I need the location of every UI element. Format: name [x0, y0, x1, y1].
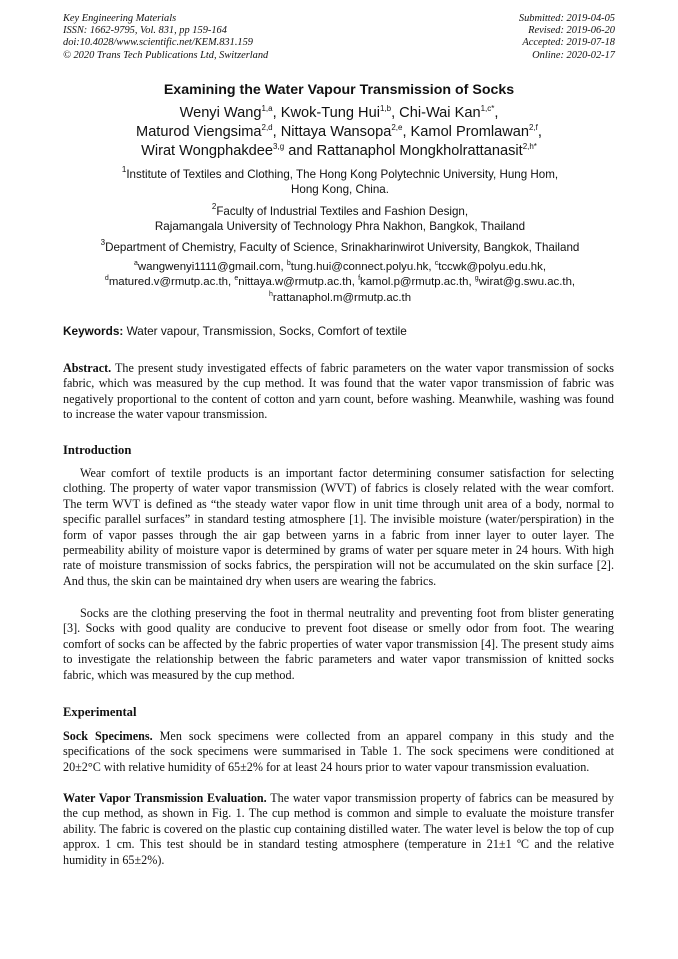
email-sup: e: [234, 275, 239, 283]
abstract-text: The present study investigated effects of fabric parameters on the water vapor transmission of socks fabric, which was measured by the cup method. It was found that the water vapor transmission of fabric was negatively proportional to the content of cotton and yarn count, before washing. Meanwhile, washing was found to increase the water vapour transmission.: [63, 361, 614, 422]
author-name: Maturod Viengsima: [136, 124, 262, 140]
wvt-evaluation-paragraph: [63, 791, 614, 868]
email-list: [60, 260, 620, 306]
abstract: [63, 361, 614, 423]
issn-line: ISSN: 1662-9795, Vol. 831, pp 159-164: [63, 25, 227, 37]
sock-specimens-paragraph: [63, 729, 614, 775]
keywords: [63, 324, 407, 338]
abstract-label: Abstract.: [63, 361, 112, 375]
author-name: Wirat Wongphakdee: [141, 143, 274, 159]
submission-dates: [519, 13, 615, 62]
email-address[interactable]: tccwk@polyu.edu.hk,: [438, 261, 546, 273]
author-line: [0, 104, 678, 123]
email-line: [60, 291, 620, 306]
email-address[interactable]: wirat@g.swu.ac.th,: [478, 276, 576, 289]
online-date: Online: 2020-02-17: [532, 49, 615, 61]
author-sup: 1,b: [379, 104, 392, 113]
author-sup: 2,d: [261, 123, 273, 132]
copyright-line: © 2020 Trans Tech Publications Ltd, Switzerland: [63, 49, 269, 61]
email-sup: g: [474, 275, 479, 283]
author-name: and Rattanaphol Mongkholrattanasit: [284, 143, 523, 159]
doi-line: doi:10.4028/www.scientific.net/KEM.831.159: [63, 37, 253, 49]
affiliation-sup: 2: [211, 202, 217, 211]
keywords-label: Keywords:: [63, 324, 124, 338]
email-address[interactable]: matured.v@rmutp.ac.th,: [108, 276, 235, 289]
wvt-evaluation-label: Water Vapor Transmission Evaluation.: [63, 791, 267, 805]
affiliation-1: [60, 167, 620, 198]
author-name: , Kamol Promlawan: [402, 124, 529, 140]
email-sup: c: [434, 260, 439, 267]
journal-name: Key Engineering Materials: [63, 13, 177, 24]
revised-date: Revised: 2019-06-20: [528, 25, 615, 37]
submitted-date: Submitted: 2019-04-05: [518, 13, 615, 24]
affiliation-text: Rajamangala University of Technology Phra Nakhon, Bangkok, Thailand: [154, 220, 526, 234]
email-line: [60, 275, 620, 290]
affiliation-3: [60, 240, 620, 255]
author-sup: 2,e: [391, 123, 403, 132]
email-line: [60, 260, 620, 275]
email-sup: f: [358, 275, 361, 283]
author-name: , Chi-Wai Kan: [391, 105, 481, 121]
email-sup: h: [268, 290, 273, 298]
email-address[interactable]: wangwenyi1111@gmail.com,: [137, 261, 287, 273]
paper-title: Examining the Water Vapour Transmission of Socks: [163, 82, 515, 98]
keywords-text: Water vapour, Transmission, Socks, Comfort of textile: [123, 324, 407, 338]
wvt-evaluation-text: The water vapor transmission property of fabrics can be measured by the cup method, as shown in Fig. 1. The cup method is common and simple to evaluate the moisture transfer ability. The fabric is covered on the plastic cup containing distilled water. The water level is below the top of cup approx. 1 cm. This test should be in standard testing atmosphere (temperature in 21±1 ºC and the relative humidity in 65±2%).: [63, 791, 614, 867]
intro-paragraph-1: Wear comfort of textile products is an important factor determining consumer satisfaction for selecting clothing. The property of water vapor transmission (WVT) of fabrics is closely related with the wear comfort. The term WVT is defined as “the steady water vapor flow in unit time through unit area of a body, normal to specific parallel surfaces” in standard testing atmosphere [1]. The invisible moisture (water/perspiration) in the form of vapor passes through the air gap between yarns in a fabric from inner layer to outer layer. The permeability ability of moisture vapor is determined by grams of water per square meter in 24 hours. With high rate of moisture transmission of socks fabrics, the perspiration will not be accumulated on the skin surface [2]. And thus, the skin can be maintained dry when users are wearing the fabrics.: [63, 466, 614, 588]
author-name: , Kwok-Tung Hui: [272, 105, 380, 121]
affiliation-2: [60, 204, 620, 235]
author-sup: 3,g: [273, 142, 285, 151]
email-sup: d: [104, 275, 109, 283]
author-line: [0, 142, 678, 161]
accepted-date: Accepted: 2019-07-18: [522, 37, 615, 49]
email-sup: a: [134, 260, 138, 267]
affiliation-text: Hong Kong, China.: [291, 183, 389, 197]
author-sup: 2,f: [528, 123, 538, 132]
section-heading-experimental: Experimental: [63, 705, 137, 719]
journal-info: [63, 13, 268, 62]
author-separator: ,: [494, 105, 499, 121]
author-sup: 2,h*: [522, 142, 537, 151]
sock-specimens-label: Sock Specimens.: [63, 729, 153, 743]
intro-paragraph-2: Socks are the clothing preserving the foot in thermal neutrality and preventing foot from blister generating [3]. Socks with good quality are conducive to prevent foot disease or smelly odor from foot. The wearing comfort of socks can be affected by the fabric properties of water vapor transmission [4]. The present study aims to investigate the relationship between the fabric parameters and water vapor transmission of knitted socks fabric, which was measured by the cup method.: [63, 606, 614, 682]
affiliation-sup: 3: [100, 238, 106, 247]
email-address[interactable]: kamol.p@rmutp.ac.th,: [360, 276, 475, 289]
author-name: Wenyi Wang: [179, 105, 262, 121]
email-address[interactable]: rattanaphol.m@rmutp.ac.th: [272, 291, 412, 304]
sock-specimens-text: Men sock specimens were collected from an apparel company in this study and the specifications of the sock specimens were summarised in Table 1. The sock specimens were conditioned at 20±2°C with relative humidity of 65±2% for at least 24 hours prior to water vapour transmission evaluation.: [63, 729, 614, 774]
affiliation-text: Department of Chemistry, Faculty of Science, Srinakharinwirot University, Bangkok, Thailand: [105, 241, 580, 254]
email-address[interactable]: tung.hui@connect.polyu.hk,: [290, 261, 435, 273]
author-name: , Nittaya Wansopa: [272, 124, 392, 140]
author-sup: 1,c*: [480, 104, 495, 113]
affiliation-text: Institute of Textiles and Clothing, The Hong Kong Polytechnic University, Hung Hom,: [126, 168, 559, 181]
author-separator: ,: [537, 124, 542, 140]
author-sup: 1,a: [261, 104, 273, 113]
email-sup: b: [286, 260, 291, 267]
email-address[interactable]: nittaya.w@rmutp.ac.th,: [238, 276, 359, 289]
affiliation-sup: 1: [121, 165, 127, 174]
affiliation-text: Faculty of Industrial Textiles and Fashion Design,: [216, 205, 469, 218]
author-line: [0, 123, 678, 142]
section-heading-introduction: Introduction: [63, 443, 132, 457]
author-list: [0, 104, 678, 161]
